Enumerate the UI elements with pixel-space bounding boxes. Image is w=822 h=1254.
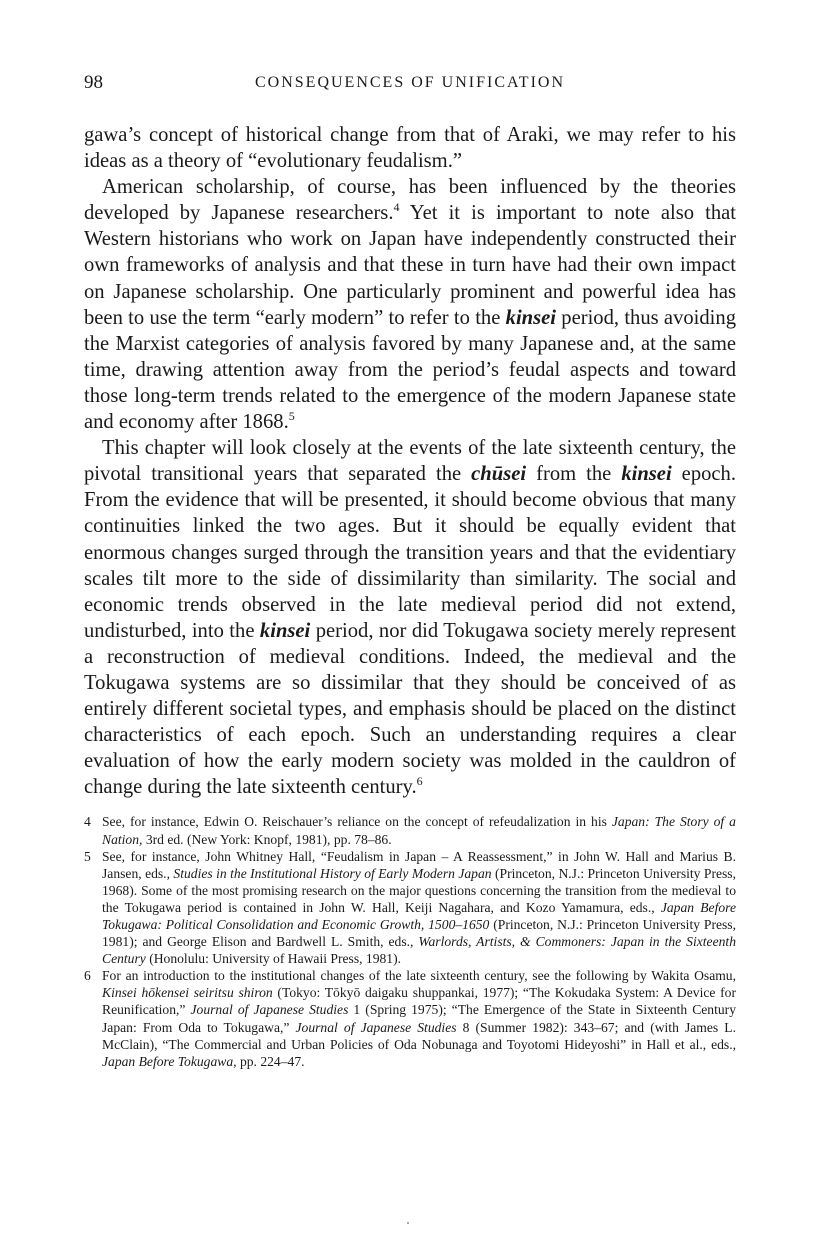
footnote-text: (Honolulu: University of Hawaii Press, 1981). (145, 951, 402, 967)
footnote-6 (84, 967, 736, 1070)
term-chusei: chūsei (471, 463, 527, 486)
paragraph-2-text-b: Yet it is important to note also that Western historians who work on Japan have independently constructed their own frameworks of analysis and that these in turn have had their own impact on Japanese scholarship. One particularly prominent and powerful idea has been to use the term “early modern” to refer to the (84, 202, 736, 329)
footnote-text: 8 (Summer 1982): 343–67; and (with James L. McClain), “The Commercial and Urban Policies of Oda Nobunaga and Toyotomi Hideyoshi” in Hall et al., eds., (102, 1019, 737, 1052)
running-head (84, 70, 736, 96)
paragraph-3-text-d: period, nor did Tokugawa society merely represent a reconstruction of medieval conditions. Indeed, the medieval and the Tokugawa systems are so dissimilar that they should be conceived of as entirely different societal types, and emphasis should be placed on the distinct characteristics of each epoch. Such an understanding requires a clear evaluation of how the early modern society was molded in the cauldron of change during the late sixteenth century. (84, 619, 736, 799)
paragraph-3 (84, 435, 736, 800)
footnote-title: Kinsei hōkensei seiritsu shiron (102, 985, 273, 1001)
footnote-text: See, for instance, Edwin O. Reischauer’s reliance on the concept of refeudalization in his (102, 814, 612, 830)
footnote-text: (Princeton, N.J.: Princeton University Press, 1981); and George Elison and Bardwell L. Smith, eds., (102, 917, 736, 950)
page-number: 98 (84, 72, 103, 93)
paragraph-2 (84, 174, 736, 435)
footnote-text: pp. 224–47. (236, 1053, 305, 1069)
body-text (84, 122, 736, 800)
footnote-text: For an introduction to the institutional changes of the late sixteenth century, see the following by Wakita Osamu, (102, 968, 736, 984)
paragraph-1: gawa’s concept of historical change from that of Araki, we may refer to his ideas as a theory of “evolutionary feudalism.” (84, 124, 736, 173)
book-page (84, 70, 736, 1070)
footnote-title: Japan: The Story of a Nation, (102, 814, 736, 847)
footnote-ref-6[interactable]: 6 (416, 774, 423, 789)
footnote-title: Studies in the Institutional History of Early Modern Japan (173, 865, 492, 881)
footnote-title: Journal of Japanese Studies (295, 1019, 457, 1035)
term-kinsei: kinsei (259, 619, 311, 642)
footnote-text: (Tokyo: Tōkyō daigaku shuppankai, 1977); “The Kokudaka System: A Device for Reunification,” (102, 985, 736, 1018)
footnote-4 (84, 813, 736, 847)
term-kinsei: kinsei (505, 306, 557, 329)
footnote-title: Warlords, Artists, & Commoners: Japan in the Sixteenth Century (102, 934, 736, 967)
footnote-text: 3rd ed. (New York: Knopf, 1981), pp. 78–86. (142, 831, 392, 847)
footnote-title: Japan Before Tokugawa, (102, 1053, 237, 1069)
paragraph-3-text-c: epoch. From the evidence that will be presented, it should become obvious that many continuities linked the two ages. But it should be equally evident that enormous changes surged through the transition years and that the evidentiary scales tilt more to the side of dissimilarity than similarity. The social and economic trends observed in the late medieval period did not extend, undisturbed, into the (84, 463, 737, 642)
footnote-title: Japan Before Tokugawa: Political Consolidation and Economic Growth, 1500–1650 (102, 899, 736, 932)
chapter-title: CONSEQUENCES OF UNIFICATION (254, 74, 565, 91)
paragraph-2-text-a: American scholarship, of course, has been influenced by the theories developed by Japanese researchers. (84, 176, 736, 225)
scan-speck (407, 1222, 409, 1224)
paragraph-2-text-c: period, thus avoiding the Marxist categories of analysis favored by many Japanese and, at the same time, drawing attention away from the period’s feudal aspects and toward those long-term trends related to the emergence of the modern Japanese state and economy after 1868. (84, 306, 736, 434)
footnote-number: 4 (84, 814, 91, 830)
footnote-5 (84, 848, 736, 968)
footnote-number: 6 (84, 968, 91, 984)
footnote-text: (Princeton, N.J.: Princeton University Press, 1968). Some of the most promising research on the major questions concerning the transition from the medieval to the Tokugawa period is contained in John W. Hall, Keiji Nagahara, and Kozo Yamamura, eds., (102, 865, 736, 915)
paragraph-3-text-b: from the (526, 463, 622, 486)
footnote-title: Journal of Japanese Studies (190, 1002, 349, 1018)
footnote-text: See, for instance, John Whitney Hall, “Feudalism in Japan – A Reassessment,” in John W. Hall and Marius B. Jansen, eds., (102, 848, 736, 881)
paragraph-3-text-a: This chapter will look closely at the events of the late sixteenth century, the pivotal transitional years that separated the (84, 437, 736, 486)
term-kinsei: kinsei (621, 463, 672, 486)
footnote-ref-5[interactable]: 5 (288, 409, 295, 424)
footnotes (84, 813, 736, 1069)
footnote-text: 1 (Spring 1975); “The Emergence of the State in Sixteenth Century Japan: From Oda to Tokugawa,” (102, 1002, 736, 1035)
footnote-number: 5 (84, 848, 91, 864)
footnote-ref-4[interactable]: 4 (393, 200, 400, 215)
